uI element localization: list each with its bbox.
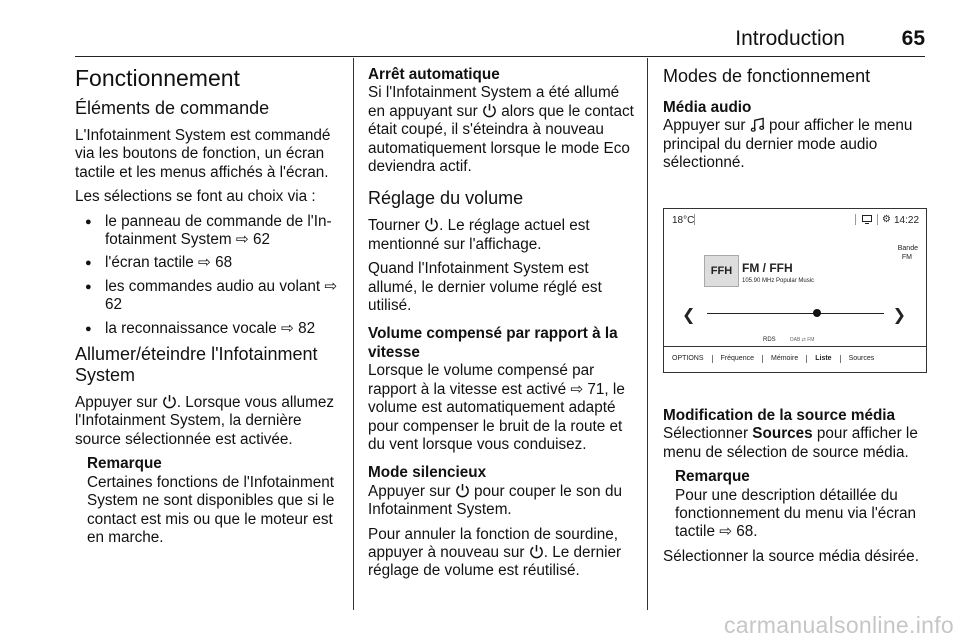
slider-knob[interactable] <box>813 309 821 317</box>
heading-speed-volume: Volume compensé par rapport à la vitesse <box>368 325 618 361</box>
paragraph-volume <box>368 217 634 254</box>
tab-sources[interactable]: Sources <box>848 355 875 362</box>
note-text: Certaines fonctions de l'Infotainment System ne sont disponibles que si le contact est mis ou que le moteur est en marche. <box>87 473 335 546</box>
text-part: . Lorsque vous allumez l'Infotainment System, la dernière source sélectionnée est activée. <box>75 394 335 448</box>
heading-onoff: Allumer/éteindre l'Infotainment System <box>75 344 318 386</box>
footer <box>0 610 960 642</box>
paragraph-source <box>663 425 927 462</box>
station-frequency: 105.90 MHz Popular Music <box>742 278 815 284</box>
dab-fm-label: DAB ⇄ FM <box>790 337 815 343</box>
heading-elements: Éléments de commande <box>75 98 270 118</box>
text-part: Tourner <box>368 217 420 235</box>
power-icon <box>529 544 544 559</box>
note-text: Pour une description détaillée du fonctionnement du menu via l'écran tactile ⇨ 68. <box>675 486 917 541</box>
page-number: 65 <box>901 27 925 50</box>
tab-memory[interactable]: Mémoire <box>763 355 807 363</box>
text-part: Appuyer sur <box>663 117 746 135</box>
paragraph-auto-off <box>368 84 634 176</box>
page-title: Fonctionnement <box>75 65 240 91</box>
status-divider <box>877 214 878 225</box>
temperature-readout: 18°C <box>672 215 695 226</box>
heading-media: Média audio <box>663 99 752 116</box>
text-part: pour afficher le menu de sélection de source média. <box>663 425 918 461</box>
text-part: Appuyer sur <box>368 482 451 500</box>
column-3 <box>663 60 927 179</box>
status-divider <box>694 214 695 225</box>
tab-frequency[interactable]: Fréquence <box>713 355 763 363</box>
list-item: ● l'écran tactile ⇨ 68 <box>75 254 343 272</box>
text-part: Appuyer sur <box>75 394 158 412</box>
column-divider-2 <box>647 58 648 610</box>
paragraph-volume-2: Quand l'Infotainment System est allumé, le dernier volume réglé est utilisé. <box>368 260 602 315</box>
paragraph-speed-volume: Lorsque le volume compensé par rapport à la vitesse est activé ⇨ 71, le volume est automatiquement adapté pour compenser le bruit de la route et du vent lorsque vous conduisez. <box>368 362 625 453</box>
text-part: Pour annuler la fonction de sourdine, appuyer à nouveau sur <box>368 525 619 561</box>
note-block <box>663 468 927 542</box>
power-icon <box>424 217 439 232</box>
selection-list <box>75 213 343 338</box>
power-icon <box>455 483 470 498</box>
gear-icon[interactable]: ⚙ <box>882 214 891 225</box>
chevron-left-icon[interactable]: ❮ <box>682 307 696 324</box>
tab-list[interactable]: Liste <box>807 355 840 363</box>
heading-modes: Modes de fonctionnement <box>663 66 871 86</box>
text-part: . Le dernier réglage de volume est réutilisé. <box>368 543 622 580</box>
text-part: Si l'Infotainment System a été allumé en appuyant sur <box>368 84 620 120</box>
paragraph-mute <box>368 483 634 520</box>
band-value: FM <box>901 254 912 261</box>
column-3-lower <box>663 407 927 572</box>
music-note-icon <box>750 117 765 132</box>
station-logo: FFH <box>704 255 739 287</box>
paragraph-intro: L'Infotainment System est commandé via les boutons de fonction, un écran tactile et les menus affichés à l'écran. <box>75 127 331 181</box>
sources-term: Sources <box>752 425 813 443</box>
tuning-slider[interactable] <box>707 313 884 314</box>
chevron-right-icon[interactable]: ❯ <box>892 307 906 324</box>
note-title: Remarque <box>87 455 162 473</box>
screen-tab-bar <box>664 349 926 369</box>
power-icon <box>162 394 177 409</box>
text-part: pour couper le son du Infotainment System. <box>368 482 622 519</box>
list-item: ● la reconnaissance vocale ⇨ 82 <box>75 320 343 338</box>
clock-readout: 14:22 <box>894 215 920 226</box>
paragraph-media <box>663 117 927 172</box>
paragraph-mute-2 <box>368 526 634 581</box>
note-title: Remarque <box>675 468 750 486</box>
page-header <box>75 27 925 55</box>
status-divider <box>855 214 856 225</box>
station-name: FM / FFH <box>742 261 793 275</box>
power-icon <box>482 103 497 118</box>
paragraph-onoff <box>75 394 343 449</box>
section-title: Introduction <box>735 27 845 50</box>
heading-source-change: Modification de la source média <box>663 407 896 424</box>
heading-mute: Mode silencieux <box>368 464 487 482</box>
text-part: alors que le contact était coupé, il s'éteindra à nouveau automatiquement lorsque le mode Eco deviendra actif. <box>368 102 634 176</box>
header-rule <box>75 56 925 57</box>
text-part: Sélectionner <box>663 425 749 443</box>
tab-bar-divider <box>664 346 926 347</box>
rds-label: RDS <box>763 337 776 343</box>
watermark: carmanualsonline.info <box>723 612 954 638</box>
tab-options[interactable]: OPTIONS <box>664 355 713 363</box>
phone-projection-icon[interactable] <box>862 215 872 224</box>
text-part: pour afficher le menu principal du dernier mode audio sélectionné. <box>663 117 913 172</box>
note-block <box>75 455 343 547</box>
list-item: ● les commandes audio au volant ⇨ 62 <box>75 278 343 315</box>
column-2 <box>368 60 634 587</box>
paragraph-final: Sélectionner la source média désirée. <box>663 547 919 565</box>
heading-volume: Réglage du volume <box>368 188 524 209</box>
band-label[interactable]: Bande <box>897 245 918 252</box>
text-part: . Le réglage actuel est mentionné sur l'affichage. <box>368 217 590 253</box>
heading-auto-off: Arrêt automatique <box>368 66 500 83</box>
column-divider-1 <box>353 58 354 610</box>
column-1 <box>75 60 343 553</box>
list-item: ● le panneau de commande de l'Infotainment System ⇨ 62 <box>75 213 343 250</box>
paragraph-selections: Les sélections se font au choix via : <box>75 188 316 206</box>
infotainment-screen <box>663 208 927 373</box>
